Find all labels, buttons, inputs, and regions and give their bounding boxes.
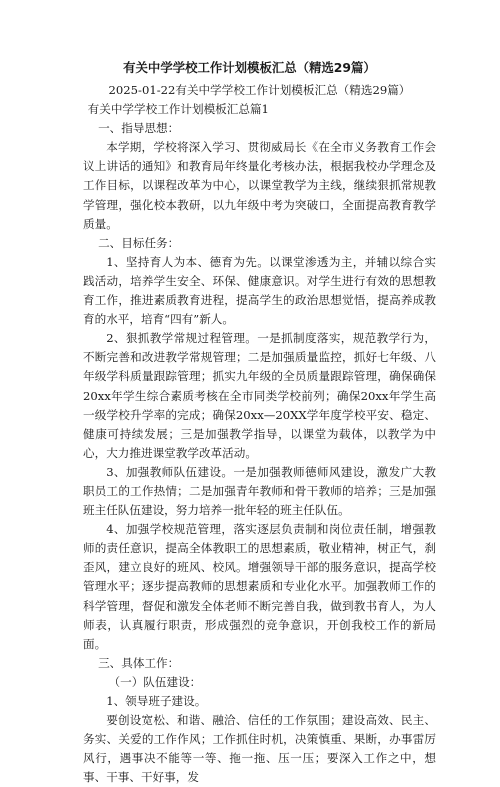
subsection-heading-1: （一）队伍建设： (108, 674, 202, 689)
paragraph-leadership-detail: 要创设宽松、和谐、融洽、信任的工作氛围；建设高效、民主、务实、关爱的工作作风；工作抓住时机，决策慎重、果断，办事雷厉风行，遇事决不能等一等、拖一拖、压一压；要深入工作之中，想事、干事、干好事，发 (83, 713, 436, 785)
section-heading-2: 二、目标任务： (98, 235, 180, 250)
paragraph-goal-4: 4、加强学校规范管理，落实逐层负责制和岗位责任制，增强教师的责任意识，提高全体教职工的思想素质，敬业精神，树正气，刹歪风，建立良好的班风、校风。增强领导干部的服务意识，提高学校管理水平；逐步提高教师的思想素质和专业化水平。加强教师工作的科学管理，督促和激发全体老师不断完善自我，做到教书育人，为人师表，认真履行职责，形成强烈的竞争意识，开创我校工作的新局面。 (83, 522, 436, 651)
document-subtitle: 有关中学学校工作计划模板汇总篇1 (87, 102, 269, 117)
document-title: 有关中学学校工作计划模板汇总（精选29篇） (123, 60, 376, 75)
paragraph-goal-2: 2、狠抓教学常规过程管理。一是抓制度落实，规范教学行为，不断完善和改进教学常规管理；二是加强质量监控，抓好七年级、八年级学科质量跟踪管理；抓实九年级的全员质量跟踪管理，确保确保20xx年学生综合素质考核在全市同类学校前列；确保20xx年学生高一级学校升学率的完成；确保20xx—20XX学年度学校平安、稳定、健康可持续发展；三是加强教学指导，以课堂为载体，以教学为中心，大力推进课堂教学改革活动。 (83, 331, 436, 460)
paragraph-goal-3: 3、加强教师队伍建设。一是加强教师德师风建设，激发广大教职员工的工作热情；二是加强青年教师和骨干教师的培养；三是加强班主任队伍建设，努力培养一批年轻的班主任队伍。 (83, 464, 436, 518)
document-meta: 2025-01-22有关中学学校工作计划模板汇总（精选29篇） (108, 83, 411, 97)
paragraph-leadership: 1、领导班子建设。 (106, 694, 207, 708)
section-heading-1: 一、指导思想： (98, 121, 180, 136)
section-heading-3: 三、具体工作： (98, 655, 180, 670)
paragraph-goal-1: 1、坚持育人为本、德育为先。以课堂渗透为主，并辅以综合实践活动，培养学生安全、环保、健康意识。对学生进行有效的思想教育工作，推进素质教育进程，提高学生的政治思想觉悟，提高养成教育的水平，培育“四有”新人。 (83, 254, 436, 327)
paragraph-guiding-thought: 本学期，学校将深入学习、贯彻威局长《在全市义务教育工作会议上讲话的通知》和教育局年终量化考核办法，根据我校办学理念及工作目标，以课程改革为中心，以课堂教学为主线，继续狠抓常规教学管理，强化校本教研，以九年级中考为突破口，全面提高教育教学质量。 (83, 140, 436, 231)
